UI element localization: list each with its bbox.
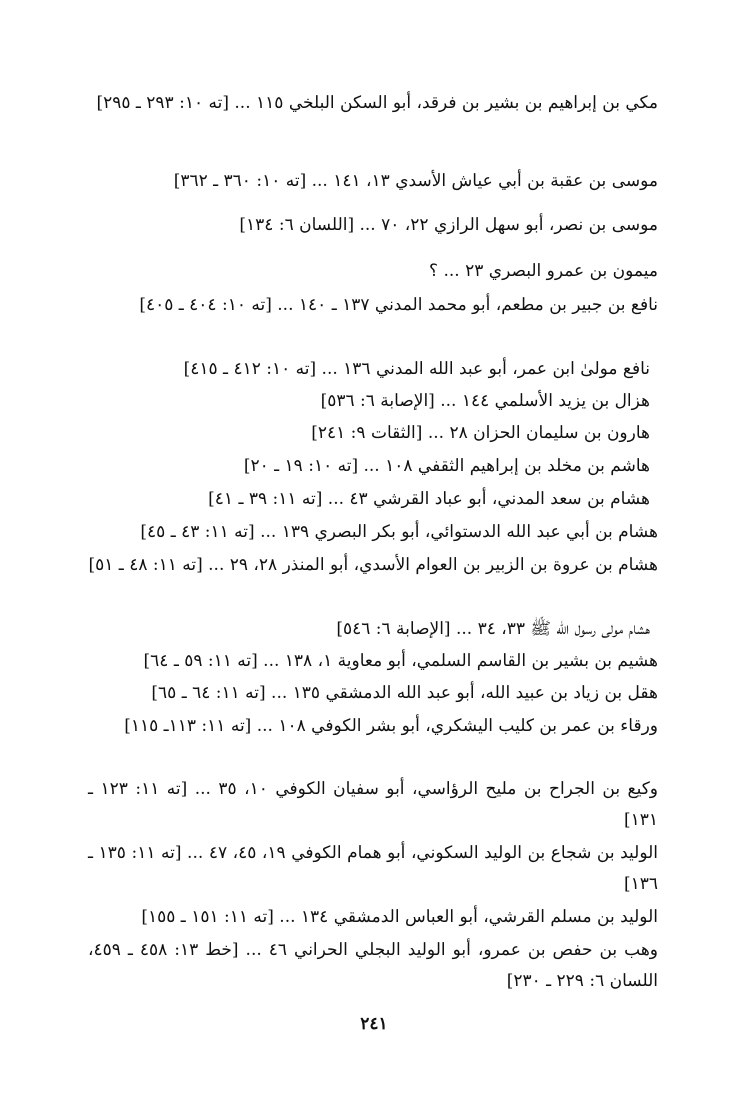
index-entry: هاشم بن مخلد بن إبراهيم الثقفي ١٠٨ ... [ته ١٠: ١٩ ـ ٢٠]: [243, 456, 650, 476]
index-entry: هشام مولى رسول الله ﷺ ٣٣، ٣٤ ... [الإصابة ٦: ٥٤٦]: [336, 619, 650, 639]
index-entry: هشام بن سعد المدني، أبو عباد القرشي ٤٣ ... [ته ١١: ٣٩ ـ ٤١]: [208, 489, 650, 509]
index-entry: مكي بن إبراهيم بن بشير بن فرقد، أبو السكن البلخي ١١٥ ... [ته ١٠: ٢٩٣ ـ ٢٩٥]: [96, 93, 658, 113]
index-entry: هارون بن سليمان الحزان ٢٨ ... [الثقات ٩: ٢٤١]: [311, 423, 650, 443]
page-number: ٢٤١: [360, 1014, 388, 1034]
index-entry: وكيع بن الجراح بن مليح الرؤاسي، أبو سفيان الكوفي ١٠، ٣٥ ... [ته ١١: ١٢٣ ـ ١٣١]: [88, 779, 659, 830]
index-entry: هزال بن يزيد الأسلمي ١٤٤ ... [الإصابة ٦: ٥٣٦]: [320, 391, 650, 411]
index-entry: ميمون بن عمرو البصري ٢٣ ... ؟: [429, 261, 658, 281]
index-entry: الوليد بن مسلم القرشي، أبو العباس الدمشقي ١٣٤ ... [ته ١١: ١٥١ ـ ١٥٥]: [141, 907, 658, 927]
index-entry: الوليد بن شجاع بن الوليد السكوني، أبو همام الكوفي ١٩، ٤٥، ٤٧ ... [ته ١١: ١٣٥ ـ ١٣٦]: [88, 843, 659, 894]
index-entry: موسى بن عقبة بن أبي عياش الأسدي ١٣، ١٤١ ... [ته ١٠: ٣٦٠ ـ ٣٦٢]: [173, 171, 658, 191]
index-entry: هشيم بن بشير بن القاسم السلمي، أبو معاوية ١، ١٣٨ ... [ته ١١: ٥٩ ـ ٦٤]: [143, 651, 658, 671]
index-entry: ورقاء بن عمر بن كليب اليشكري، أبو بشر الكوفي ١٠٨ ... [ته ١١: ١١٣ـ ١١٥]: [124, 716, 658, 736]
index-entry: هقل بن زياد بن عبيد الله، أبو عبد الله الدمشقي ١٣٥ ... [ته ١١: ٦٤ ـ ٦٥]: [151, 683, 658, 703]
index-entry: موسى بن نصر، أبو سهل الرازي ٢٢، ٧٠ ... [اللسان ٦: ١٣٤]: [239, 215, 658, 235]
index-entry: وهب بن حفص بن عمرو، أبو الوليد البجلي الحراني ٤٦ ... [خط ١٣: ٤٥٨ ـ ٤٥٩، اللسان ٦: ٢٢٩ ـ ٢٣٠]: [88, 940, 659, 991]
index-entry: نافع بن جبير بن مطعم، أبو محمد المدني ١٣٧ ـ ١٤٠ ... [ته ١٠: ٤٠٤ ـ ٤٠٥]: [139, 295, 658, 315]
index-entry: هشام بن أبي عبد الله الدستوائي، أبو بكر البصري ١٣٩ ... [ته ١١: ٤٣ ـ ٤٥]: [140, 522, 658, 542]
index-entry: نافع مولىٰ ابن عمر، أبو عبد الله المدني ١٣٦ ... [ته ١٠: ٤١٢ ـ ٤١٥]: [183, 359, 650, 379]
index-entry: هشام بن عروة بن الزبير بن العوام الأسدي، أبو المنذر ٢٨، ٢٩ ... [ته ١١: ٤٨ ـ ٥١]: [88, 555, 658, 575]
